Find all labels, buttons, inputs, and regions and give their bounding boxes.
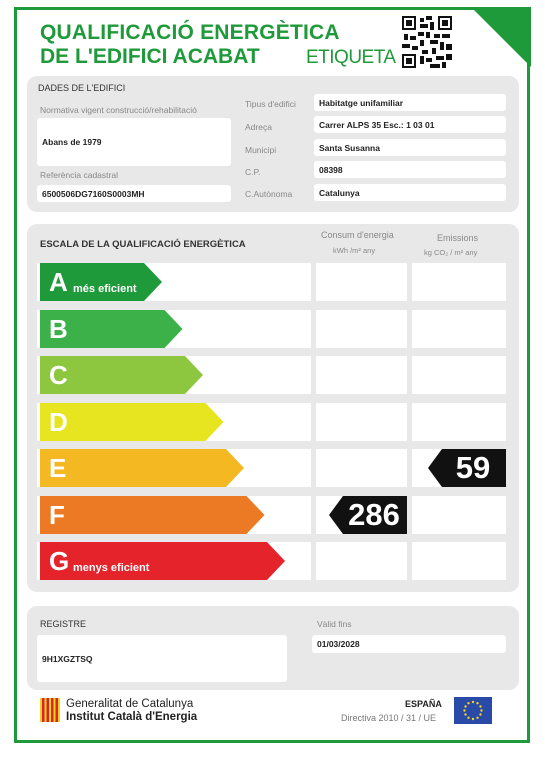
- emissions-cell: [412, 310, 506, 348]
- org-line1: Generalitat de Catalunya: [66, 698, 194, 710]
- building-type-label: Tipus d'edifici: [245, 99, 296, 109]
- page-title: QUALIFICACIÓ ENERGÈTICA: [40, 21, 340, 44]
- emissions-cell: [412, 263, 506, 301]
- page-subtitle: DE L'EDIFICI ACABAT: [40, 45, 260, 68]
- rating-bar-c: [40, 356, 203, 394]
- rating-bar-b: [40, 310, 183, 348]
- registry-field: 9H1XGZTSQ: [37, 635, 287, 682]
- rating-letter: D: [49, 406, 68, 437]
- building-section-title: DADES DE L'EDIFICI: [38, 83, 126, 93]
- rating-bar-d: [40, 403, 224, 441]
- consumption-cell: [316, 263, 407, 301]
- valid-until-label: Vàlid fins: [317, 619, 352, 629]
- generalitat-logo-icon: [40, 698, 60, 722]
- eu-flag-icon: [454, 697, 492, 724]
- rating-bar-e: [40, 449, 244, 487]
- consumption-unit: kWh /m² any: [333, 246, 376, 255]
- directive-label: Directiva 2010 / 31 / UE: [341, 713, 437, 723]
- emissions-cell: [412, 403, 506, 441]
- emissions-unit: kg CO₂ / m² any: [424, 248, 478, 257]
- regulation-label: Normativa vigent construcció/rehabilitació: [40, 105, 197, 115]
- emissions-cell: [412, 496, 506, 534]
- rating-letter: A: [49, 267, 68, 297]
- rating-bar-f: [40, 496, 265, 534]
- rating-letter: F: [49, 499, 65, 530]
- consumption-cell: [316, 356, 407, 394]
- emissions-title: Emissions: [437, 233, 479, 243]
- municipality-label: Municipi: [245, 145, 277, 155]
- consumption-indicator-value: 286: [348, 496, 400, 532]
- qr-code-icon: [402, 16, 452, 68]
- emissions-indicator: [428, 449, 506, 487]
- rating-letter: E: [49, 453, 67, 483]
- building-type-field: Habitatge unifamiliar: [314, 94, 506, 111]
- country-label: ESPAÑA: [405, 699, 442, 709]
- rating-bar-g: [40, 542, 285, 580]
- rating-text: menys eficient: [73, 562, 150, 574]
- consumption-cell: [316, 310, 407, 348]
- region-field: Catalunya: [314, 184, 506, 201]
- cadastral-field: 6500506DG7160S0003MH: [37, 185, 231, 202]
- emissions-cell: [412, 356, 506, 394]
- address-label: Adreça: [245, 122, 272, 132]
- consumption-cell: [316, 449, 407, 487]
- scale-title: ESCALA DE LA QUALIFICACIÓ ENERGÈTICA: [40, 239, 246, 250]
- rating-letter: B: [49, 313, 68, 344]
- consumption-cell: [316, 403, 407, 441]
- cadastral-label: Referència cadastral: [40, 170, 118, 180]
- municipality-field: Santa Susanna: [314, 139, 506, 156]
- emissions-indicator-value: 59: [455, 450, 491, 485]
- corner-triangle: [471, 7, 531, 67]
- regulation-field: Abans de 1979: [37, 118, 231, 166]
- consumption-cell: [316, 542, 407, 580]
- label-type: ETIQUETA: [306, 47, 396, 68]
- registry-label: REGISTRE: [40, 619, 87, 629]
- postcode-field: 08398: [314, 161, 506, 178]
- rating-letter: C: [49, 360, 68, 390]
- address-field: Carrer ALPS 35 Esc.: 1 03 01: [314, 116, 506, 133]
- emissions-cell: [412, 542, 506, 580]
- rating-bar-a: [40, 263, 162, 301]
- org-line2: Institut Català d'Energia: [66, 711, 198, 723]
- rating-letter: G: [49, 546, 70, 576]
- postcode-label: C.P.: [245, 167, 261, 177]
- region-label: C.Autònoma: [245, 189, 293, 199]
- rating-text: més eficient: [73, 283, 137, 295]
- valid-until-field: 01/03/2028: [312, 635, 506, 653]
- consumption-indicator: [329, 496, 407, 534]
- consumption-title: Consum d'energia: [321, 230, 394, 240]
